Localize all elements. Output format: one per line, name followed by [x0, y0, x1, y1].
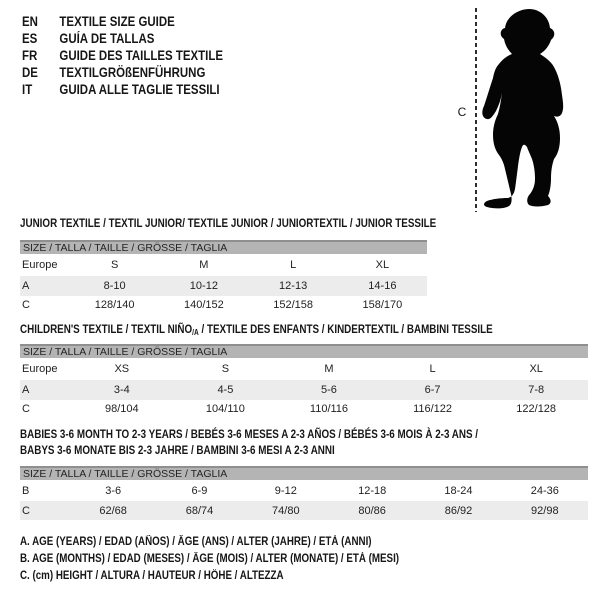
babies-size-table: [20, 466, 588, 520]
value-cell: 6-9: [191, 484, 208, 497]
size-cell: M: [324, 363, 334, 375]
size-header-text: SIZE / TALLA / TAILLE / GRÖSSE / TAGLIA: [23, 468, 228, 480]
children-title-post: / TEXTILE DES ENFANTS / KINDERTEXTIL / BAMBINI TESSILE: [198, 322, 493, 336]
children-title-pre: CHILDREN'S TEXTILE / TEXTIL NIÑO: [20, 322, 193, 336]
table-row: [20, 276, 427, 296]
language-label: GUÍA DE TALLAS: [59, 31, 155, 46]
value-cell: 110/116: [309, 403, 349, 415]
language-label: TEXTILE SIZE GUIDE: [59, 14, 175, 29]
size-header-text: SIZE / TALLA / TAILLE / GRÖSSE / TAGLIA: [23, 242, 228, 254]
size-cell: M: [199, 259, 209, 271]
value-cell: 12-18: [358, 484, 387, 497]
value-cell: 24-36: [530, 484, 559, 497]
junior-size-header-bar: [20, 240, 427, 254]
value-cell: 104/110: [205, 403, 245, 415]
size-cell: L: [290, 259, 297, 271]
value-cell: 158/170: [362, 299, 403, 311]
children-title-subscript: /A: [192, 328, 199, 337]
size-cell: L: [429, 363, 436, 375]
row-label: Europe: [22, 363, 58, 375]
junior-section-title: JUNIOR TEXTILE / TEXTIL JUNIOR/ TEXTILE JUNIOR / JUNIORTEXTIL / JUNIOR TESSILE: [20, 216, 437, 230]
value-cell: 7-8: [528, 384, 545, 396]
value-cell: 14-16: [368, 280, 397, 292]
size-cell: XL: [529, 363, 543, 375]
value-cell: 68/74: [185, 504, 214, 517]
footnotes: [20, 536, 466, 587]
language-row-de: [22, 64, 223, 81]
row-label: Europe: [22, 259, 58, 271]
row-label: C: [22, 299, 30, 311]
baby-silhouette-icon: [478, 8, 573, 213]
footnote-b: B. AGE (MONTHS) / EDAD (MESES) / ÂGE (MOIS) / ALTER (MONATE) / ETÀ (MESI): [20, 553, 400, 565]
value-cell: 10-12: [189, 280, 218, 292]
children-size-table: [20, 344, 588, 418]
table-row: [20, 358, 588, 380]
babies-size-header-bar: [20, 466, 588, 480]
value-cell: 86/92: [444, 504, 473, 517]
row-label: A: [22, 384, 30, 396]
value-cell: 92/98: [531, 504, 559, 517]
height-measure-label: C: [457, 105, 467, 119]
table-row: [20, 480, 588, 501]
language-row-fr: [22, 47, 223, 64]
language-code: IT: [22, 82, 33, 97]
value-cell: 6-7: [424, 384, 441, 396]
table-row: [20, 296, 427, 314]
language-list: [22, 13, 259, 98]
language-code: DE: [22, 65, 38, 80]
language-label: GUIDE DES TAILLES TEXTILE: [59, 48, 224, 63]
footnote-a: A. AGE (YEARS) / EDAD (AÑOS) / ÂGE (ANS) / ALTER (JAHRE) / ETÀ (ANNI): [20, 536, 372, 548]
row-label: A: [22, 280, 30, 292]
language-label: TEXTILGRÖßENFÜHRUNG: [59, 65, 206, 80]
value-cell: 9-12: [274, 484, 297, 497]
value-cell: 8-10: [103, 280, 126, 292]
footnote-c: C. (cm) HEIGHT / ALTURA / HAUTEUR / HÖHE / ALTEZZA: [20, 570, 284, 582]
value-cell: 98/104: [104, 403, 139, 415]
size-header-text: SIZE / TALLA / TAILLE / GRÖSSE / TAGLIA: [23, 346, 228, 358]
value-cell: 5-6: [321, 384, 337, 396]
value-cell: 3-4: [113, 384, 130, 396]
row-label: B: [22, 484, 30, 497]
value-cell: 116/122: [413, 403, 453, 415]
row-label: C: [22, 403, 30, 415]
value-cell: 128/140: [94, 299, 135, 311]
babies-section-title-line1: BABIES 3-6 MONTH TO 2-3 YEARS / BEBÉS 3-6 MESES A 2-3 AÑOS / BÉBÉS 3-6 MOIS À 2-3 ANS /: [20, 427, 479, 441]
table-row: [20, 254, 427, 276]
size-cell: XL: [375, 259, 390, 271]
language-label: GUIDA ALLE TAGLIE TESSILI: [59, 82, 220, 97]
language-code: EN: [22, 14, 38, 29]
size-cell: S: [110, 259, 119, 271]
junior-size-table: [20, 240, 427, 314]
children-section-title: [20, 322, 493, 337]
language-row-en: [22, 13, 223, 30]
table-row: [20, 400, 588, 418]
height-measure-dashed-line: [475, 8, 477, 212]
table-row: [20, 501, 588, 520]
children-size-header-bar: [20, 344, 588, 358]
value-cell: 140/152: [183, 299, 224, 311]
language-code: FR: [22, 48, 38, 63]
value-cell: 152/158: [273, 299, 313, 311]
value-cell: 62/68: [99, 504, 127, 517]
value-cell: 18-24: [444, 484, 473, 497]
value-cell: 12-13: [279, 280, 308, 292]
babies-section-title-line2: BABYS 3-6 MONATE BIS 2-3 JAHRE / BAMBINI 3-6 MESI A 2-3 ANNI: [20, 443, 335, 457]
size-cell: XS: [114, 363, 130, 375]
value-cell: 4-5: [217, 384, 234, 396]
language-code: ES: [22, 31, 38, 46]
value-cell: 122/128: [516, 403, 557, 415]
value-cell: 74/80: [272, 504, 300, 517]
size-cell: S: [221, 363, 230, 375]
row-label: C: [22, 504, 30, 517]
language-row-it: [22, 81, 223, 98]
value-cell: 80/86: [358, 504, 386, 517]
table-row: [20, 380, 588, 400]
language-row-es: [22, 30, 223, 47]
value-cell: 3-6: [105, 484, 122, 497]
